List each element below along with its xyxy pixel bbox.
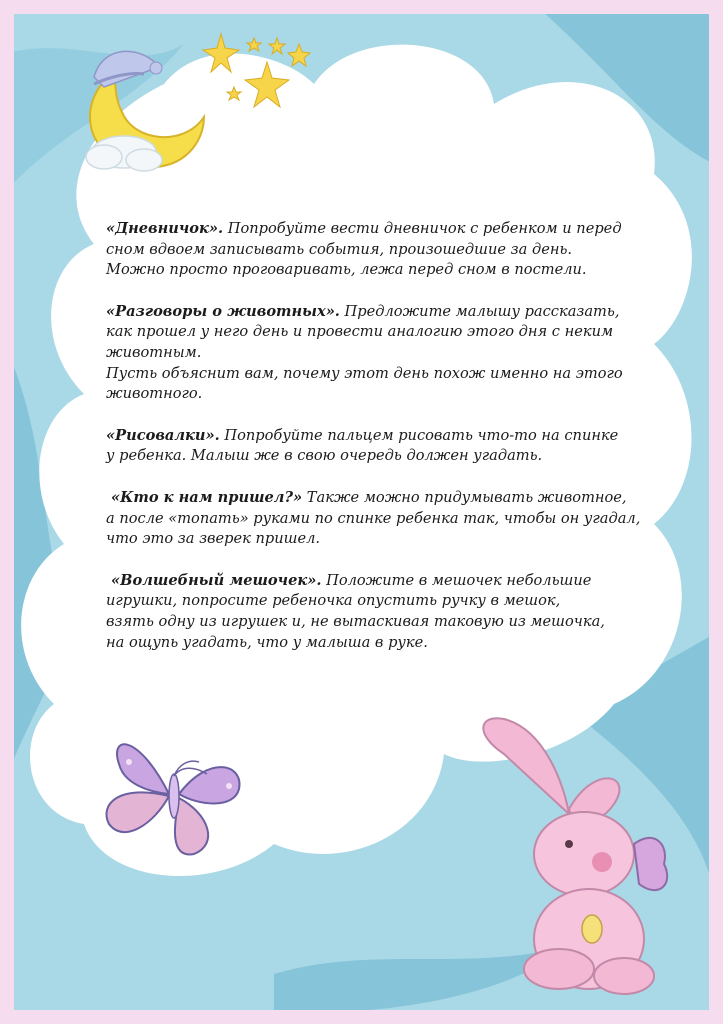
paragraph xyxy=(106,488,676,550)
paragraph-line: сном вдвоем записывать события, произошедшие за день. xyxy=(106,240,573,258)
paragraph-line: животным. xyxy=(106,343,202,361)
paragraph-lead: «Рисовалки». xyxy=(106,426,220,444)
paragraph-line: что это за зверек пришел. xyxy=(106,530,321,548)
paragraph-line: взять одну из игрушек и, не вытаскивая таковую из мешочка, xyxy=(106,612,605,630)
paragraph-lead: «Разговоры о животных». xyxy=(106,302,340,320)
paragraph-lead: «Кто к нам пришел?» xyxy=(111,488,303,506)
paragraph-line: животного. xyxy=(106,385,203,403)
paragraph xyxy=(106,426,676,467)
paragraph xyxy=(106,571,676,653)
paragraph-line: Пусть объяснит вам, почему этот день похож именно на этого xyxy=(106,364,623,382)
blue-frame xyxy=(14,14,709,1010)
paragraph-line: на ощупь угадать, что у малыша в руке. xyxy=(106,633,428,651)
butterfly-icon xyxy=(99,714,249,864)
star-icon xyxy=(199,32,329,127)
paragraph-line: игрушки, попросите ребеночка опустить ручку в мешок, xyxy=(106,592,561,610)
paragraph-line: а после «топать» руками по спинке ребенка так, чтобы он угадал, xyxy=(106,509,641,527)
paragraph-line: Можно просто проговаривать, лежа перед сном в постели. xyxy=(106,261,587,279)
paragraph xyxy=(106,219,676,281)
paragraph-line: Положите в мешочек небольшие xyxy=(321,571,592,589)
paragraph-line: Предложите малышу рассказать, xyxy=(339,302,620,320)
text-content xyxy=(106,219,676,674)
paragraph-line: Попробуйте вести дневничок с ребенком и перед xyxy=(223,220,622,237)
bunny-icon xyxy=(474,714,694,1004)
paragraph-line: у ребенка. Малыш же в свою очередь должен угадать. xyxy=(106,447,543,465)
paragraph-line: как прошел у него день и провести аналогию этого дня с неким xyxy=(106,323,614,341)
paragraph-lead: «Дневничок». xyxy=(106,220,224,237)
paragraph-line: Также можно придумывать животное, xyxy=(302,488,627,506)
paragraph xyxy=(106,302,676,405)
paragraph-line: Попробуйте пальцем рисовать что-то на спинке xyxy=(219,426,619,444)
paragraph-lead: «Волшебный мешочек». xyxy=(111,571,322,589)
